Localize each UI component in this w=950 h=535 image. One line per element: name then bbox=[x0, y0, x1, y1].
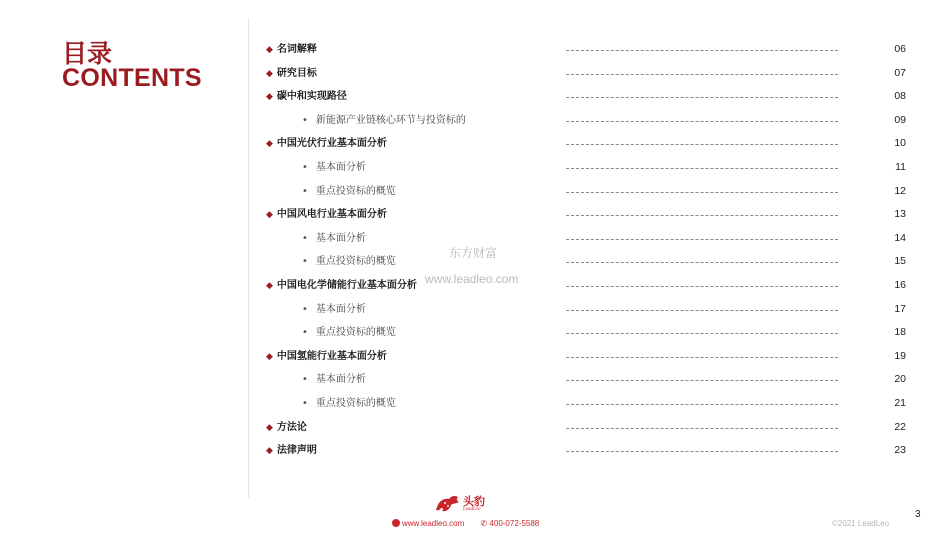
toc-entry-label bbox=[302, 109, 466, 133]
dotted-leader bbox=[566, 404, 838, 405]
diamond-bullet-icon: ◆ bbox=[266, 210, 273, 221]
toc-entry[interactable] bbox=[266, 109, 906, 133]
toc-entry-label bbox=[266, 345, 387, 370]
diamond-bullet-icon: ◆ bbox=[266, 139, 273, 150]
dot-bullet-icon: • bbox=[302, 303, 308, 315]
toc-entry-page: 22 bbox=[894, 420, 906, 433]
toc-entry-text: 中国光伏行业基本面分析 bbox=[276, 138, 387, 150]
toc-entry-text: 方法论 bbox=[276, 421, 307, 433]
dot-bullet-icon: • bbox=[302, 397, 308, 409]
diamond-bullet-icon: ◆ bbox=[266, 92, 273, 103]
toc-entry[interactable] bbox=[266, 392, 906, 416]
toc-entry-page: 09 bbox=[894, 113, 906, 126]
toc-entry-label bbox=[302, 321, 396, 345]
toc-entry-page: 12 bbox=[894, 184, 906, 197]
toc-entry[interactable] bbox=[266, 416, 906, 440]
diamond-bullet-icon: ◆ bbox=[266, 446, 273, 457]
toc-entry[interactable] bbox=[266, 38, 906, 62]
diamond-bullet-icon: ◆ bbox=[266, 280, 273, 291]
footer-contact bbox=[392, 519, 539, 528]
toc-entry-label bbox=[266, 132, 387, 157]
footer-phone: 400-072-5588 bbox=[489, 519, 540, 528]
vertical-divider bbox=[248, 18, 249, 498]
toc-entry-label bbox=[266, 274, 417, 299]
dot-bullet-icon: • bbox=[302, 114, 308, 126]
toc-entry-text: 重点投资标的概览 bbox=[315, 397, 396, 409]
toc-entry-page: 21 bbox=[894, 396, 906, 409]
toc-entry-page: 15 bbox=[894, 255, 906, 268]
toc-entry[interactable] bbox=[266, 368, 906, 392]
globe-icon bbox=[392, 519, 400, 527]
dotted-leader bbox=[566, 144, 838, 145]
copyright: ©2021 LeadLeo bbox=[832, 519, 890, 528]
toc-entry-page: 14 bbox=[894, 231, 906, 244]
dotted-leader bbox=[566, 215, 838, 216]
toc-entry[interactable] bbox=[266, 180, 906, 204]
page-number: 3 bbox=[915, 509, 921, 520]
toc-entry[interactable] bbox=[266, 321, 906, 345]
toc-entry-page: 17 bbox=[894, 302, 906, 315]
diamond-bullet-icon: ◆ bbox=[266, 422, 273, 433]
title-chinese: 目录 bbox=[62, 39, 113, 68]
dotted-leader bbox=[566, 380, 838, 381]
toc-entry-label bbox=[266, 85, 347, 110]
toc-entry-page: 06 bbox=[894, 43, 906, 55]
footer-website[interactable]: www.leadleo.com bbox=[402, 519, 465, 528]
toc-entry-text: 中国风电行业基本面分析 bbox=[276, 209, 387, 221]
toc-entry-label bbox=[266, 62, 317, 87]
toc-entry-page: 08 bbox=[894, 90, 906, 103]
dotted-leader bbox=[566, 121, 838, 122]
toc-entry-text: 基本面分析 bbox=[315, 161, 366, 173]
toc-entry-page: 16 bbox=[894, 278, 906, 291]
toc-entry-page: 23 bbox=[894, 444, 906, 457]
diamond-bullet-icon: ◆ bbox=[266, 45, 273, 55]
toc-entry-text: 重点投资标的概览 bbox=[315, 256, 396, 268]
toc-entry-text: 重点投资标的概览 bbox=[315, 327, 396, 339]
toc-entry-text: 重点投资标的概览 bbox=[315, 185, 396, 197]
dotted-leader bbox=[566, 286, 838, 287]
dotted-leader bbox=[566, 50, 838, 51]
watermark-url: www.leadleo.com bbox=[425, 272, 519, 286]
toc-entry-page: 20 bbox=[894, 373, 906, 386]
toc-entry[interactable] bbox=[266, 62, 906, 86]
toc-entry[interactable] bbox=[266, 85, 906, 109]
toc-entry-text: 中国电化学储能行业基本面分析 bbox=[276, 279, 417, 291]
toc-entry[interactable] bbox=[266, 203, 906, 227]
dotted-leader bbox=[566, 239, 838, 240]
toc-entry[interactable] bbox=[266, 274, 906, 298]
dot-bullet-icon: • bbox=[302, 374, 308, 386]
dotted-leader bbox=[566, 428, 838, 429]
toc-entry-text: 碳中和实现路径 bbox=[276, 91, 347, 103]
logo-en-text: LeadLeo bbox=[463, 507, 481, 512]
dotted-leader bbox=[566, 74, 838, 75]
dotted-leader bbox=[566, 310, 838, 311]
dot-bullet-icon: • bbox=[302, 256, 308, 268]
toc-entry-text: 基本面分析 bbox=[315, 232, 366, 244]
toc-entry-text: 基本面分析 bbox=[315, 303, 366, 315]
toc-entry[interactable] bbox=[266, 227, 906, 251]
toc-entry-page: 18 bbox=[894, 326, 906, 339]
toc-entry-text: 名词解释 bbox=[276, 44, 317, 55]
toc-entry-text: 法律声明 bbox=[276, 445, 317, 457]
toc-entry[interactable] bbox=[266, 298, 906, 322]
toc-entry-label bbox=[302, 180, 396, 204]
toc-entry-label bbox=[302, 368, 366, 392]
watermark-text: 东方财富 bbox=[449, 246, 498, 260]
toc-entry[interactable] bbox=[266, 250, 906, 274]
toc-entry-label bbox=[266, 38, 317, 63]
toc-entry-page: 13 bbox=[894, 208, 906, 221]
toc-entry[interactable] bbox=[266, 156, 906, 180]
dot-bullet-icon: • bbox=[302, 327, 308, 339]
toc-entry-label bbox=[266, 203, 387, 228]
dot-bullet-icon: • bbox=[302, 185, 308, 197]
dotted-leader bbox=[566, 168, 838, 169]
table-of-contents bbox=[266, 38, 906, 463]
logo-cn-text: 头豹 bbox=[463, 495, 485, 508]
toc-entry[interactable] bbox=[266, 439, 906, 463]
toc-entry-text: 新能源产业链核心环节与投资标的 bbox=[315, 114, 466, 126]
diamond-bullet-icon: ◆ bbox=[266, 351, 273, 362]
toc-entry-label bbox=[302, 227, 366, 251]
toc-entry-text: 中国氢能行业基本面分析 bbox=[276, 350, 387, 362]
dotted-leader bbox=[566, 97, 838, 98]
dotted-leader bbox=[566, 192, 838, 193]
dot-bullet-icon: • bbox=[302, 161, 308, 173]
toc-entry-label bbox=[302, 298, 366, 322]
toc-entry-label bbox=[302, 392, 396, 416]
dotted-leader bbox=[566, 333, 838, 334]
title-english: CONTENTS bbox=[62, 64, 202, 92]
leopard-logo-icon bbox=[436, 495, 460, 513]
toc-entry[interactable] bbox=[266, 132, 906, 156]
dotted-leader bbox=[566, 451, 838, 452]
toc-entry-label bbox=[266, 439, 317, 464]
leadleo-logo bbox=[436, 495, 485, 513]
diamond-bullet-icon: ◆ bbox=[266, 68, 273, 79]
toc-entry-page: 19 bbox=[894, 349, 906, 362]
toc-entry-text: 研究目标 bbox=[276, 67, 317, 79]
dotted-leader bbox=[566, 262, 838, 263]
toc-entry[interactable] bbox=[266, 345, 906, 369]
dot-bullet-icon: • bbox=[302, 232, 308, 244]
dotted-leader bbox=[566, 357, 838, 358]
toc-entry-label bbox=[302, 156, 366, 180]
toc-entry-label bbox=[302, 250, 396, 274]
toc-entry-page: 11 bbox=[895, 160, 906, 173]
toc-entry-page: 07 bbox=[894, 66, 906, 79]
toc-entry-text: 基本面分析 bbox=[315, 374, 366, 386]
toc-entry-label bbox=[266, 416, 307, 441]
toc-entry-page: 10 bbox=[894, 137, 906, 150]
phone-icon: ✆ bbox=[480, 519, 488, 528]
